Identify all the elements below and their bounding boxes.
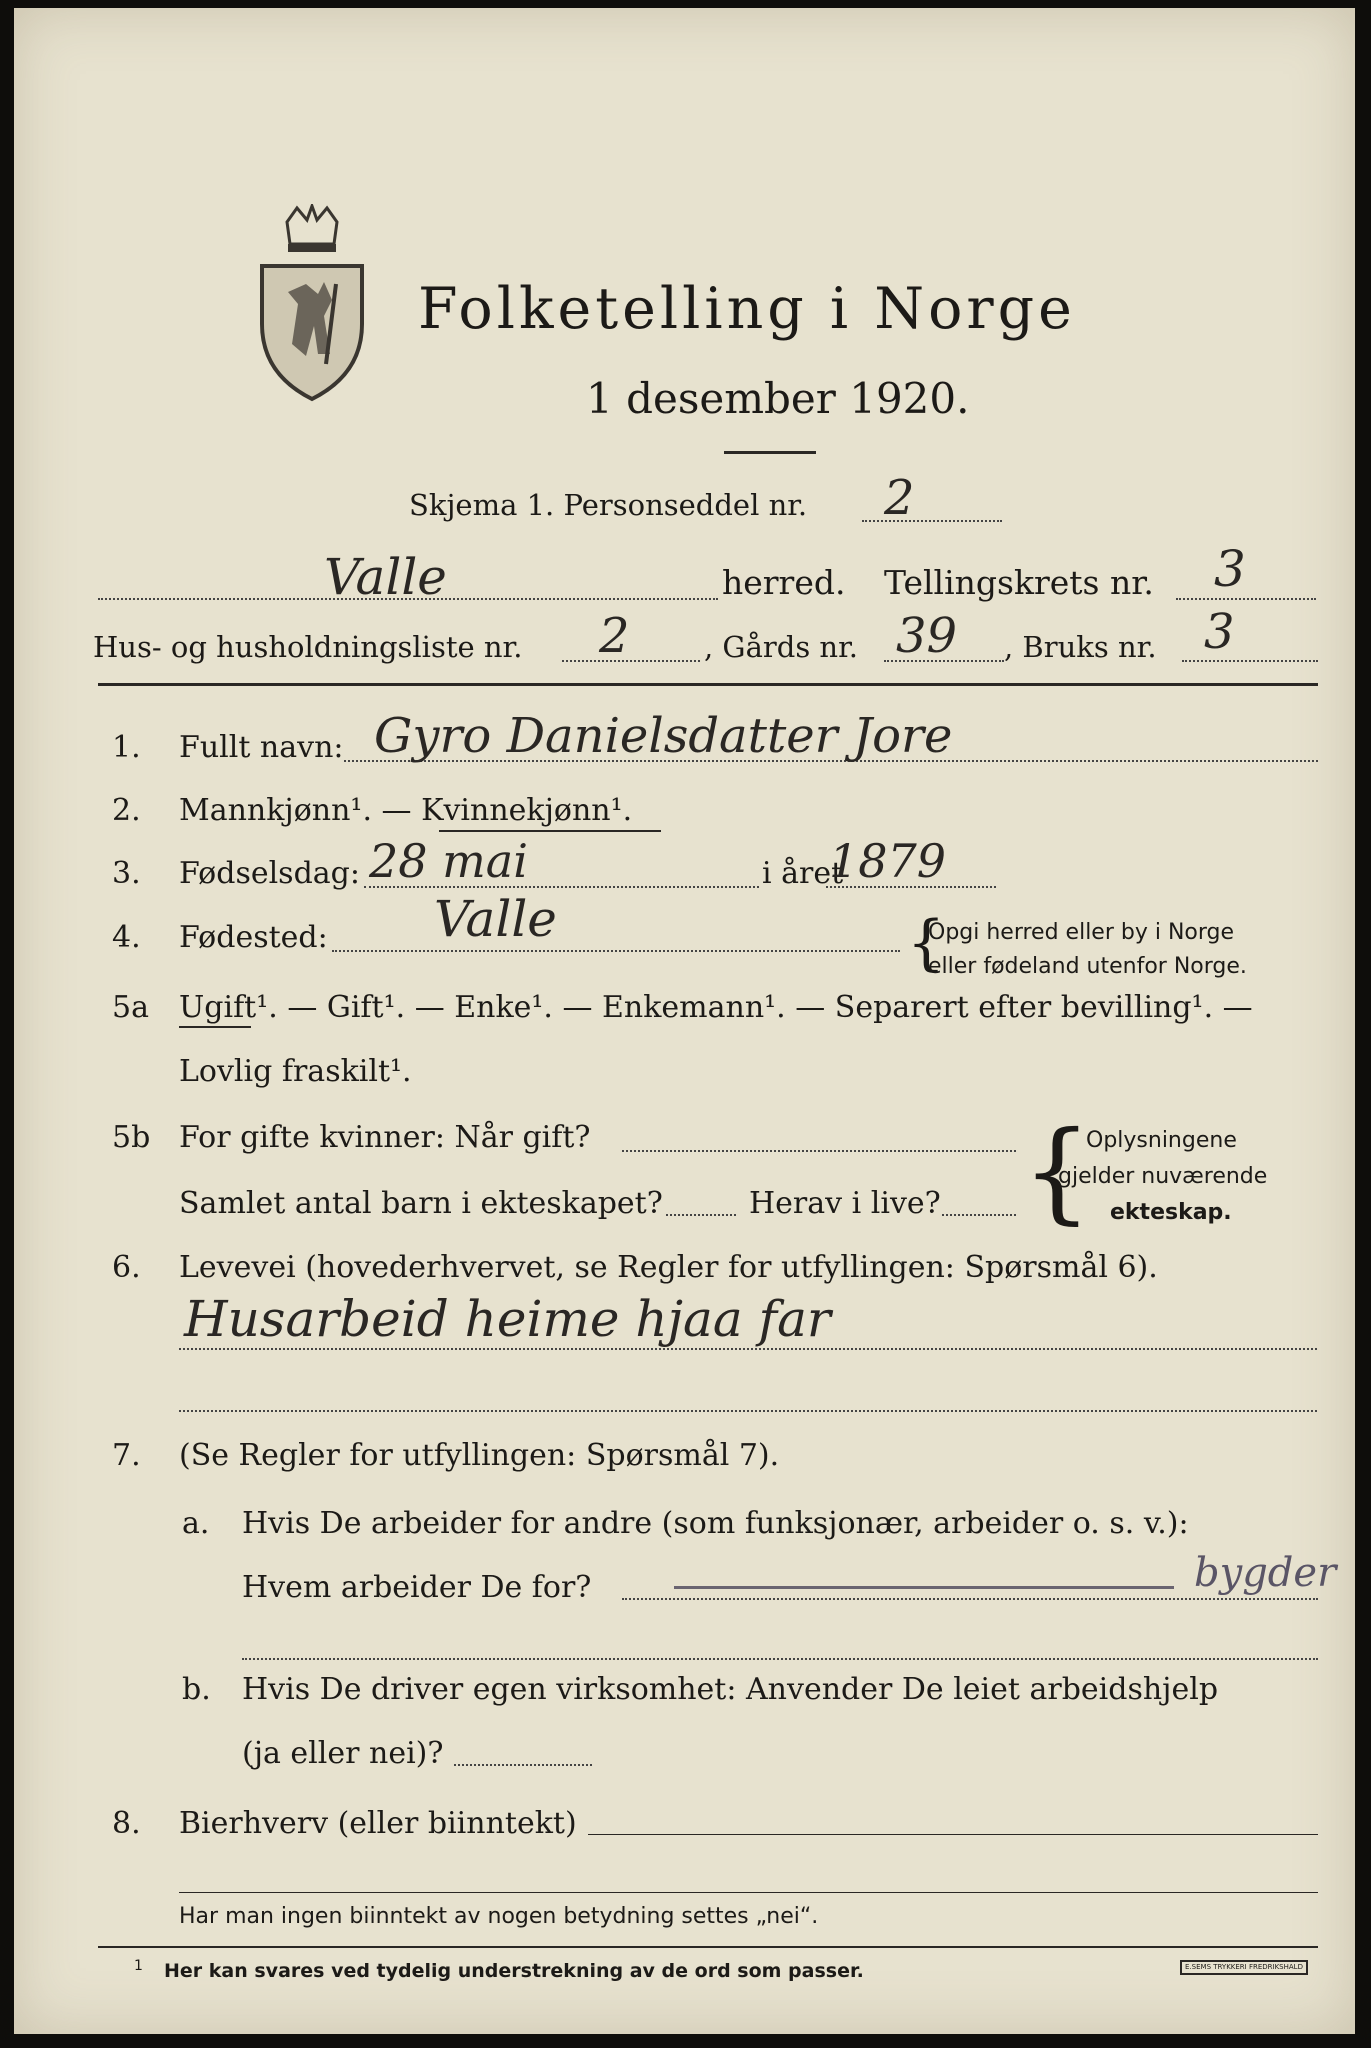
gards-nr-field[interactable]: 39	[896, 608, 958, 664]
q7a-line1: Hvis De arbeider for andre (som funksjonær, arbeider o. s. v.):	[242, 1506, 1189, 1541]
q5b-note-line1: Oplysningene	[1086, 1128, 1237, 1153]
birthplace-field[interactable]: Valle	[434, 890, 557, 948]
q5b-number: 5b	[112, 1120, 151, 1155]
hired-help-field	[454, 1764, 592, 1766]
schema-label: Skjema 1. Personseddel nr.	[409, 488, 808, 522]
q5b-note-line3: ekteskap.	[1110, 1200, 1232, 1225]
census-form-sheet	[14, 8, 1355, 2034]
no-income-note: Har man ingen biinntekt av nogen betydning settes „nei“.	[179, 1904, 819, 1929]
q8-number: 8.	[112, 1806, 141, 1841]
q6-line2	[179, 1410, 1317, 1412]
full-name-field[interactable]: Gyro Danielsdatter Jore	[374, 708, 953, 764]
herred-field[interactable]: Valle	[324, 548, 447, 606]
birthyear-field[interactable]: 1879	[829, 834, 947, 888]
bruks-label: , Bruks nr.	[1004, 630, 1157, 664]
q4-note-line1: Opgi herred eller by i Norge	[928, 920, 1235, 945]
q7a-letter: a.	[182, 1506, 210, 1541]
q6-line1	[179, 1348, 1317, 1350]
footnote-divider	[98, 1946, 1318, 1948]
liste-label: Hus- og husholdningsliste nr.	[93, 630, 523, 664]
tellingskrets-field[interactable]: 3	[1214, 540, 1246, 598]
q2-number: 2.	[112, 793, 141, 828]
q4-brace: {	[907, 908, 946, 978]
bruks-nr-field[interactable]: 3	[1204, 604, 1235, 660]
marital-status-line2[interactable]: Lovlig fraskilt¹.	[179, 1054, 412, 1089]
q7a-line2: Hvem arbeider De for?	[242, 1570, 592, 1605]
occupation-field[interactable]: Husarbeid heime hjaa far	[184, 1290, 831, 1348]
tellingskrets-line	[1176, 598, 1316, 600]
q5b-line2b: Herav i live?	[749, 1186, 941, 1221]
coat-of-arms-icon	[252, 204, 372, 404]
children-alive-field	[942, 1214, 1016, 1216]
gards-label: , Gårds nr.	[704, 630, 858, 664]
header-divider	[98, 683, 1318, 686]
birthdate-field[interactable]: 28 mai	[369, 834, 528, 888]
footnote-mark: 1	[134, 1958, 143, 1974]
q5b-note-line2: gjelder nuværende	[1058, 1164, 1268, 1189]
census-date: 1 desember 1920.	[586, 374, 970, 423]
liste-line	[562, 660, 700, 662]
q6-number: 6.	[112, 1250, 141, 1285]
employer-line2	[242, 1658, 1318, 1660]
q7b-letter: b.	[182, 1672, 211, 1707]
title-divider	[724, 451, 816, 454]
q6-label: Levevei (hovederhvervet, se Regler for utfyllingen: Spørsmål 6).	[179, 1250, 1158, 1285]
footnote-text: Her kan svares ved tydelig understrekning av de ord som passer.	[164, 1960, 864, 1982]
form-title: Folketelling i Norge	[418, 276, 1076, 342]
gender-options[interactable]: Mannkjønn¹. — Kvinnekjønn¹.	[179, 793, 633, 828]
q3-label: Fødselsdag:	[179, 856, 360, 891]
bruks-line	[1182, 660, 1318, 662]
personseddel-line	[862, 520, 1002, 522]
q5b-line2a: Samlet antal barn i ekteskapet?	[179, 1186, 663, 1221]
q4-line	[332, 950, 900, 952]
gender-underline	[439, 830, 661, 832]
marital-status-options[interactable]: Ugift¹. — Gift¹. — Enke¹. — Enkemann¹. — Separert efter bevilling¹. —	[179, 990, 1253, 1025]
q1-label: Fullt navn:	[179, 730, 344, 765]
personseddel-nr-field[interactable]: 2	[884, 470, 915, 526]
employer-line	[622, 1598, 1318, 1600]
side-income-line2	[179, 1892, 1318, 1893]
q3-number: 3.	[112, 856, 141, 891]
q4-note-line2: eller fødeland utenfor Norge.	[928, 954, 1247, 979]
q4-label: Fødested:	[179, 920, 328, 955]
q5b-line1: For gifte kvinner: Når gift?	[179, 1120, 591, 1155]
side-income-field	[588, 1834, 1318, 1835]
q5a-number: 5a	[112, 990, 149, 1025]
employer-dash	[674, 1586, 1174, 1589]
marriage-date-field	[622, 1150, 1016, 1152]
q7b-line2: (ja eller nei)?	[242, 1736, 444, 1771]
herred-label: herred.	[722, 563, 846, 602]
q7-number: 7.	[112, 1438, 141, 1473]
tellingskrets-label: Tellingskrets nr.	[884, 563, 1154, 602]
q8-label: Bierhverv (eller biinntekt)	[179, 1806, 577, 1841]
q3-year-label: i året	[762, 856, 844, 891]
employer-field[interactable]: bygder	[1194, 1550, 1337, 1596]
marital-underline	[179, 1026, 251, 1028]
q7b-line1: Hvis De driver egen virksomhet: Anvender De leiet arbeidshjelp	[242, 1672, 1219, 1707]
printer-stamp: E.SEMS TRYKKERI FREDRIKSHALD	[1180, 1960, 1308, 1975]
q7-label: (Se Regler for utfyllingen: Spørsmål 7).	[179, 1438, 780, 1473]
q4-number: 4.	[112, 920, 141, 955]
q5b-brace: {	[1022, 1107, 1092, 1235]
q1-number: 1.	[112, 730, 141, 765]
liste-nr-field[interactable]: 2	[599, 608, 630, 664]
children-count-field	[666, 1214, 736, 1216]
